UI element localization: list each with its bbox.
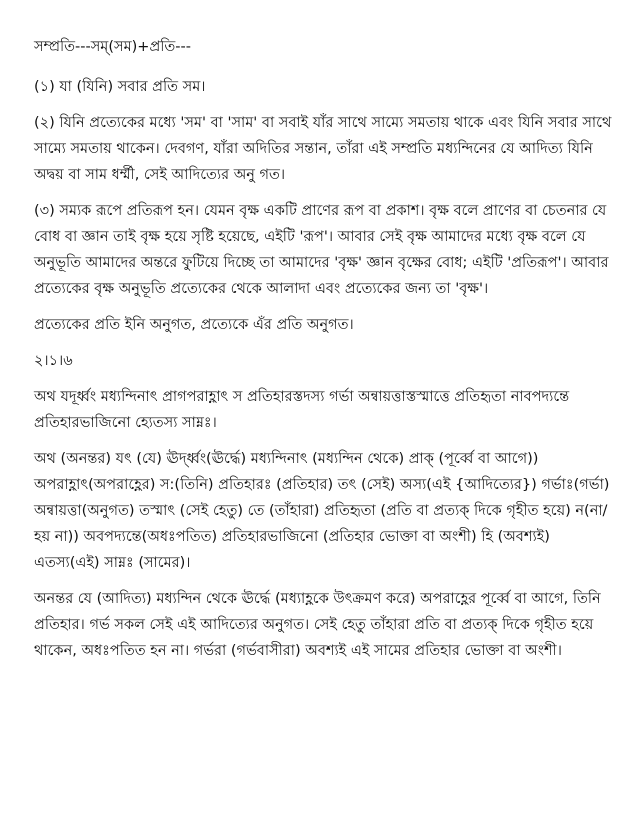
word-by-word-meaning: অথ (অনন্তর) যৎ (যে) ঊর্দ্ধ্বং(ঊর্দ্ধে) মধ্যন্দিনাৎ (মধ্যন্দিন থেকে) প্রাক্ (পূর্ব্বে বা আগে)) অপরাহ্ণাৎ(অপরাহ্ণের) স:(তিনি) প্রতিহারঃ (প্রতিহার) তৎ (সেই) অস্য(এই {আদিত্যের}) গর্ভাঃ(গর্ভা) অন্বায়ত্তা(অনুগত) তস্মাৎ (সেই হেতু) তে (তাঁহারা) প্রতিহৃতা (প্রতি বা প্রত্যক্ দিকে গৃহীত হয়ে) ন(না/ হয় না)) অবপদ্যন্তে(অধঃপতিত) প্রতিহারভাজিনো (প্রতিহার ভোক্তা বা অংশী) হি (অবশ্যই) এতস্য(এই) সাম্নঃ (সামের)। [34,451,610,571]
paragraph-2: (২) যিনি প্রত্যেকের মধ্যে 'সম' বা 'সাম' বা সবাই যাঁর সাথে সাম্যে সমতায় থাকে এবং যিনি সবার সাথে সাম্যে সমতায় থাকেন। দেবগণ, যাঁরা অদিতির সন্তান, তাঁরা এই সম্প্রতি মধ্যন্দিনের যে আদিত্য যিনি অদ্বয় বা সাম ধর্ম্মী, সেই আদিত্যের অনু গত। [34,115,612,183]
paragraph-1: (১) যা (যিনি) সবার প্রতি সম। [34,79,206,95]
verse-number: ২।১।৬ [34,353,73,369]
document-title: সম্প্রতি---সম্(সম)+প্রতি--- [34,39,191,55]
translation-paragraph: অনন্তর যে (আদিত্য) মধ্যন্দিন থেকে ঊর্দ্ধে (মধ্যাহ্ণকে উৎক্রমণ করে) অপরাহ্ণের পূর্ব্বে বা আগে, তিনি প্রতিহার। গর্ভ সকল সেই এই আদিত্যের অনুগত। সেই হেতু তাঁহারা প্রতি বা প্রত্যক্ দিকে গৃহীত হয়ে থাকেন, অধঃপতিত হন না। গর্ভরা (গর্ভবাসীরা) অবশ্যই এই সামের প্রতিহার ভোক্তা বা অংশী। [34,591,601,659]
sanskrit-verse: অথ যদূর্ধ্বং মধ্যন্দিনাৎ প্রাগপরাহ্ণাৎ স প্রতিহারস্তদস্য গর্ভা অন্বায়ত্তাস্তস্মাত্তে প্রতিহৃতা নাবপদ্যন্তে প্রতিহারভাজিনো হ্যেতস্য সাম্নঃ। [34,389,570,431]
paragraph-3: (৩) সম্যক রূপে প্রতিরূপ হন। যেমন বৃক্ষ একটি প্রাণের রূপ বা প্রকাশ। বৃক্ষ বলে প্রাণের বা চেতনার যে বোধ বা জ্ঞান তাই বৃক্ষ হয়ে সৃষ্টি হয়েছে, এইটি 'রূপ'। আবার সেই বৃক্ষ আমাদের মধ্যে বৃক্ষ বলে যে অনুভূতি আমাদের অন্তরে ফুটিয়ে দিচ্ছে তা আমাদের 'বৃক্ষ' জ্ঞান বৃক্ষের বোধ; এইটি 'প্রতিরূপ'। আবার প্রত্যেকের বৃক্ষ অনুভূতি প্রত্যেকের থেকে আলাদা এবং প্রত্যেকের জন্য তা 'বৃক্ষ'। [34,203,609,297]
paragraph-4: প্রত্যেকের প্রতি ইনি অনুগত, প্রত্যেকে এঁর প্রতি অনুগত। [34,317,354,333]
